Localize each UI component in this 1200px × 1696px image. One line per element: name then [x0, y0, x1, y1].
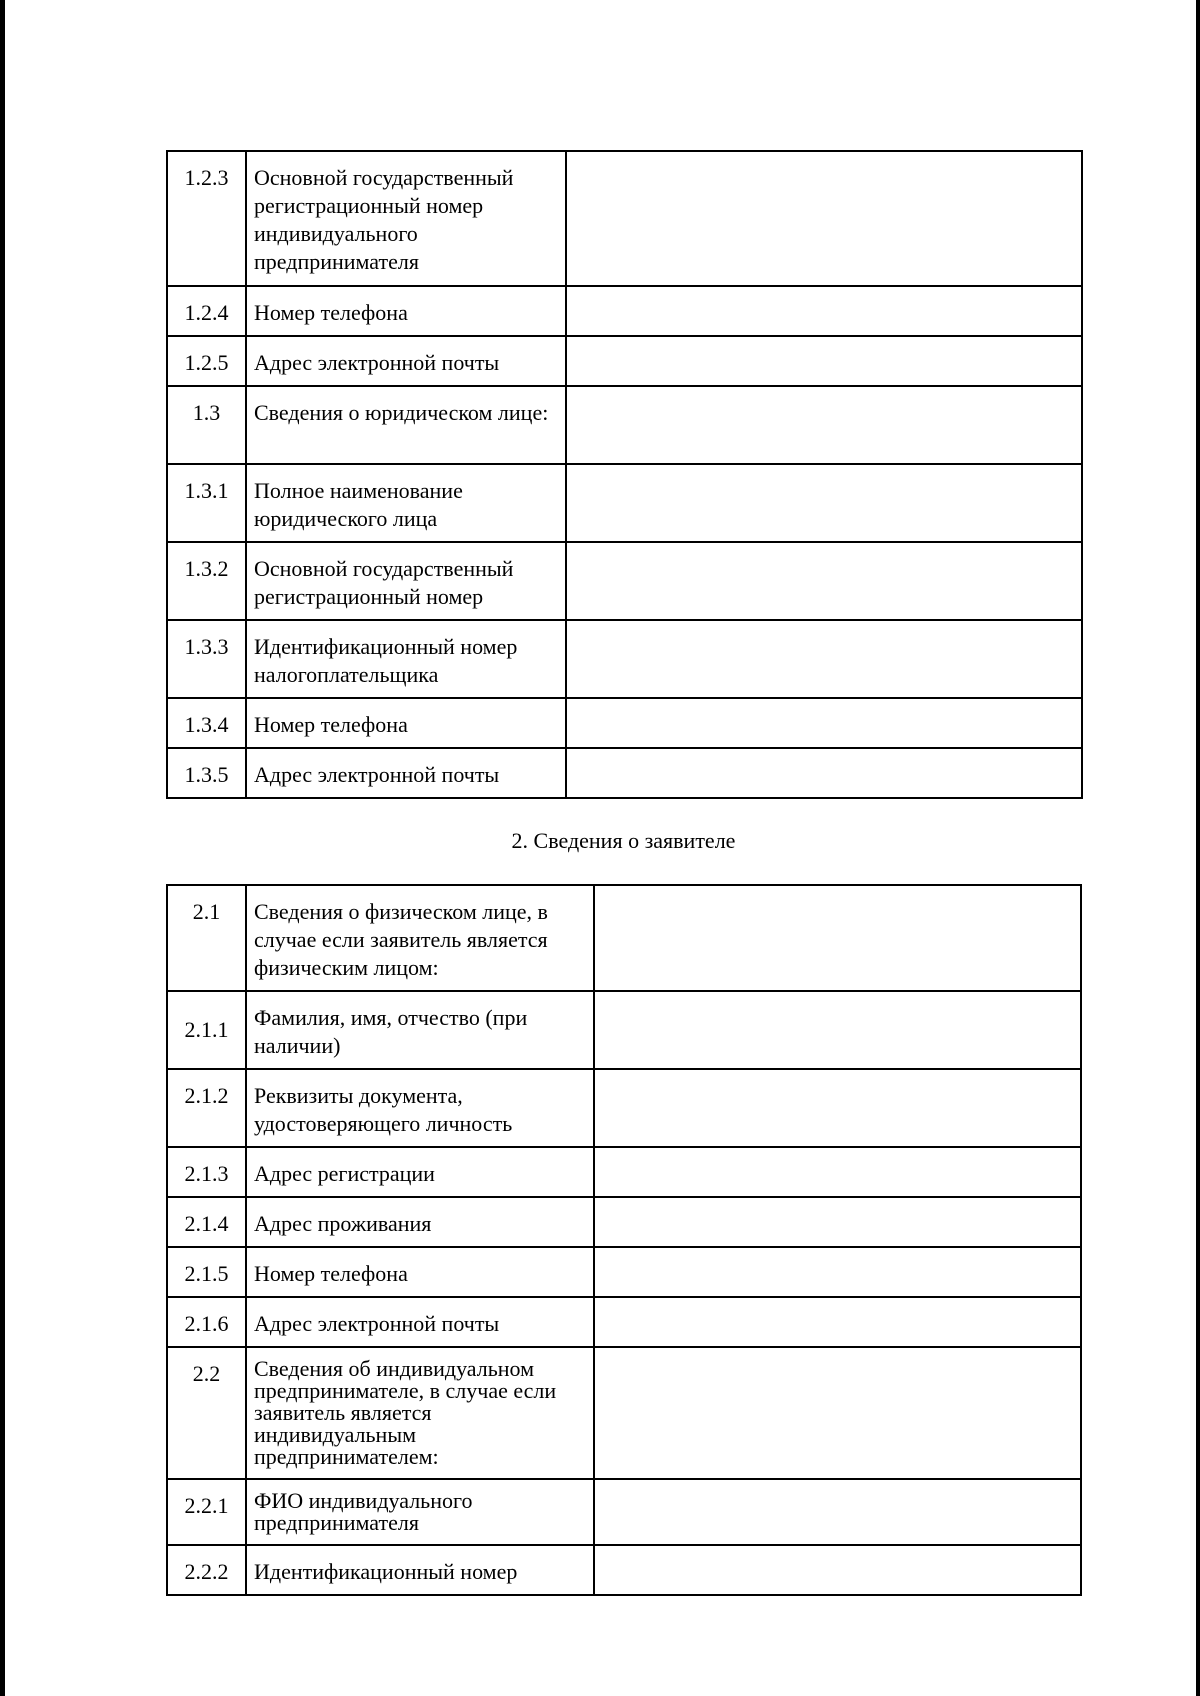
row-label: Адрес электронной почты: [246, 336, 566, 386]
row-value-cell[interactable]: [594, 1545, 1081, 1595]
row-label: Полное наименование юридического лица: [246, 464, 566, 542]
row-label: Номер телефона: [246, 1247, 594, 1297]
row-label: Сведения об индивидуальном предпринимателе, в случае если заявитель является индивидуальным предпринимателем:: [246, 1347, 594, 1479]
row-label: Идентификационный номер: [246, 1545, 594, 1595]
table-row: [167, 1069, 1081, 1147]
table-row: [167, 1247, 1081, 1297]
row-number: 1.3.1: [167, 464, 246, 542]
applicant-details-table-continued: [166, 150, 1083, 799]
row-value-cell[interactable]: [594, 1479, 1081, 1545]
row-value-cell[interactable]: [594, 1297, 1081, 1347]
table-row: [167, 748, 1082, 798]
row-value-cell[interactable]: [566, 464, 1082, 542]
row-value-cell[interactable]: [594, 1247, 1081, 1297]
row-label: Номер телефона: [246, 286, 566, 336]
row-number: 2.1.3: [167, 1147, 246, 1197]
row-value-cell[interactable]: [566, 698, 1082, 748]
row-number: 2.1: [167, 885, 246, 991]
row-number: 2.1.6: [167, 1297, 246, 1347]
table-row: [167, 542, 1082, 620]
table-row: [167, 620, 1082, 698]
row-value-cell[interactable]: [566, 151, 1082, 286]
row-label: Основной государственный регистрационный номер: [246, 542, 566, 620]
row-number: 2.1.1: [167, 991, 246, 1069]
row-value-cell[interactable]: [594, 1197, 1081, 1247]
row-number: 1.3.2: [167, 542, 246, 620]
row-label: Идентификационный номер налогоплательщика: [246, 620, 566, 698]
row-value-cell[interactable]: [594, 1347, 1081, 1479]
row-label: Адрес электронной почты: [246, 748, 566, 798]
row-value-cell[interactable]: [594, 1147, 1081, 1197]
row-number: 1.2.3: [167, 151, 246, 286]
row-number: 2.1.5: [167, 1247, 246, 1297]
row-label: Адрес электронной почты: [246, 1297, 594, 1347]
table-row: [167, 1197, 1081, 1247]
table-row: [167, 286, 1082, 336]
row-number: 1.3.3: [167, 620, 246, 698]
row-number: 1.2.5: [167, 336, 246, 386]
scan-left-edge: [0, 0, 5, 1696]
row-label: Адрес регистрации: [246, 1147, 594, 1197]
row-value-cell[interactable]: [566, 386, 1082, 464]
table-row: [167, 1147, 1081, 1197]
table-row: [167, 1479, 1081, 1545]
scan-right-edge: [1196, 0, 1200, 1696]
table-row: [167, 1545, 1081, 1595]
table-row: [167, 151, 1082, 286]
table-row: [167, 1347, 1081, 1479]
row-label: Реквизиты документа, удостоверяющего личность: [246, 1069, 594, 1147]
row-number: 1.3.5: [167, 748, 246, 798]
table-row: [167, 336, 1082, 386]
row-value-cell[interactable]: [594, 1069, 1081, 1147]
row-value-cell[interactable]: [566, 286, 1082, 336]
table-row: [167, 1297, 1081, 1347]
row-label: Сведения о физическом лице, в случае если заявитель является физическим лицом:: [246, 885, 594, 991]
row-number: 2.2.1: [167, 1479, 246, 1545]
row-number: 1.3: [167, 386, 246, 464]
table-row: [167, 885, 1081, 991]
section-title: 2. Сведения о заявителе: [511, 828, 736, 853]
row-value-cell[interactable]: [594, 885, 1081, 991]
row-label: Основной государственный регистрационный номер индивидуального предпринимателя: [246, 151, 566, 286]
table-row: [167, 991, 1081, 1069]
row-number: 2.2.2: [167, 1545, 246, 1595]
row-number: 2.1.4: [167, 1197, 246, 1247]
table-row: [167, 464, 1082, 542]
applicant-info-table: [166, 884, 1082, 1596]
row-label: Номер телефона: [246, 698, 566, 748]
table-row: [167, 698, 1082, 748]
row-label: ФИО индивидуального предпринимателя: [246, 1479, 594, 1545]
row-value-cell[interactable]: [566, 748, 1082, 798]
row-number: 1.2.4: [167, 286, 246, 336]
table-row: [167, 386, 1082, 464]
row-value-cell[interactable]: [594, 991, 1081, 1069]
row-number: 1.3.4: [167, 698, 246, 748]
row-value-cell[interactable]: [566, 542, 1082, 620]
row-number: 2.2: [167, 1347, 246, 1479]
row-label: Адрес проживания: [246, 1197, 594, 1247]
row-number: 2.1.2: [167, 1069, 246, 1147]
row-value-cell[interactable]: [566, 336, 1082, 386]
row-value-cell[interactable]: [566, 620, 1082, 698]
row-label: Фамилия, имя, отчество (при наличии): [246, 991, 594, 1069]
row-label: Сведения о юридическом лице:: [246, 386, 566, 464]
